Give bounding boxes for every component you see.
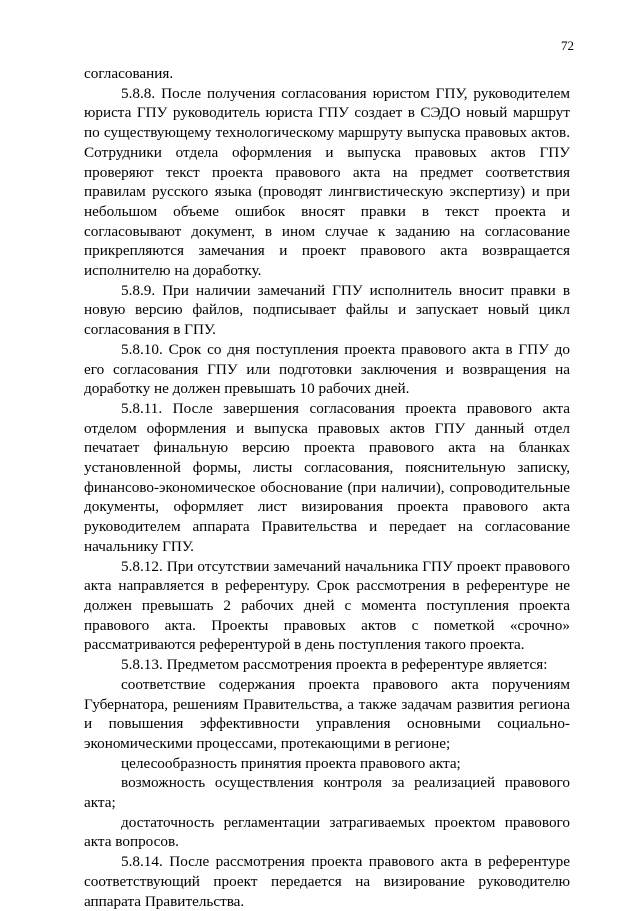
paragraph-5-8-12: 5.8.12. При отсутствии замечаний начальника ГПУ проект правового акта направляется в референтуру. Срок рассмотрения в референтуре не должен превышать 2 рабочих дней с момента поступления проекта правового акта. Проекты правовых актов с пометкой «срочно» рассматриваются референтурой в день поступления такого проекта. bbox=[84, 557, 570, 654]
list-item-expediency: целесообразность принятия проекта правового акта; bbox=[121, 754, 461, 772]
list-item-control: возможность осуществления контроля за реализацией правового акта; bbox=[84, 774, 570, 812]
document-body bbox=[84, 64, 570, 911]
paragraph-continuation: согласования. bbox=[84, 65, 174, 82]
paragraph-5-8-14: 5.8.14. После рассмотрения проекта правового акта в референтуре соответствующий проект передается на визирование руководителю аппарата Правительства. bbox=[84, 853, 570, 910]
paragraph-5-8-9: 5.8.9. При наличии замечаний ГПУ исполнитель вносит правки в новую версию файлов, подписывает файлы и запускает новый цикл согласования в ГПУ. bbox=[84, 281, 570, 339]
paragraph-5-8-10: 5.8.10. Срок со дня поступления проекта правового акта в ГПУ до его согласования ГПУ или подготовки заключения и возвращения на доработку не должен превышать 10 рабочих дней. bbox=[84, 340, 570, 398]
paragraph-5-8-8: 5.8.8. После получения согласования юристом ГПУ, руководителем юриста ГПУ руководитель юриста ГПУ создает в СЭДО новый маршрут по существующему технологическому маршруту выпуска правовых актов. Сотрудники отдела оформления и выпуска правовых актов ГПУ проверяют текст проекта правового акта на предмет соответствия правилам русского языка (проводят лингвистическую экспертизу) и при небольшом объеме ошибок вносят правки в текст проекта и согласовывают документ, в ином случае к заданию на согласование прикрепляются замечания и проект правового акта возвращается исполнителю на доработку. bbox=[84, 84, 570, 280]
list-item-compliance: соответствие содержания проекта правового акта поручениям Губернатора, решениям Правительства, а также задачам развития региона и повышения эффективности управления основными социально-экономическими процессами, протекающими в регионе; bbox=[84, 675, 570, 752]
page-number: 72 bbox=[561, 38, 574, 53]
paragraph-5-8-13: 5.8.13. Предметом рассмотрения проекта в референтуре является: bbox=[121, 656, 548, 674]
paragraph-5-8-11: 5.8.11. После завершения согласования проекта правового акта отделом оформления и выпуска правовых актов ГПУ данный отдел печатает финальную версию проекта правового акта на бланках установленной формы, листы согласования, пояснительную записку, финансово-экономическое обоснование (при наличии), сопроводительные документы, оформляет лист визирования проекта правового акта руководителем аппарата Правительства и передает на согласование начальнику ГПУ. bbox=[84, 399, 570, 555]
list-item-sufficiency: достаточность регламентации затрагиваемых проектом правового акта вопросов. bbox=[84, 813, 570, 851]
